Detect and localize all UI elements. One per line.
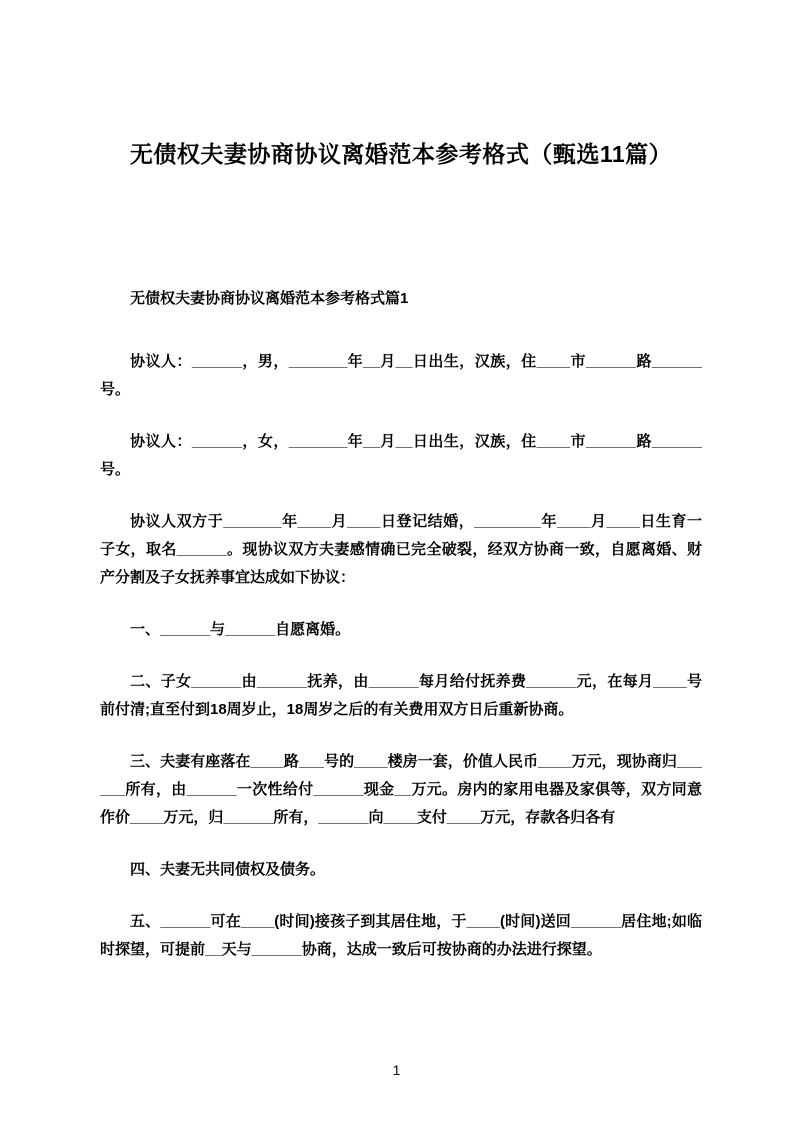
paragraph-clause-3-property: 三、夫妻有座落在____路___号的____楼房一套，价值人民币____万元，现协商归______所有，由______一次性给付______现金__万元。房内的家用电器及家俱等，双方同意作价____万元，归______所有，______向____支付____万元，存款各归各有 xyxy=(100,753,702,826)
paragraph-clause-2-custody: 二、子女______由______抚养，由______每月给付抚养费______元，在每月____号前付清;直至付到18周岁止，18周岁之后的有关费用双方日后重新协商。 xyxy=(100,673,702,718)
paragraph-clause-4-debts: 四、夫妻无共同债权及债务。 xyxy=(130,861,326,878)
paragraph-party-male: 协议人：______，男，_______年__月__日出生，汉族，住____市______路______号。 xyxy=(100,353,702,398)
document-title: 无债权夫妻协商协议离婚范本参考格式（甄选11篇） xyxy=(129,141,673,167)
paragraph-marriage-intro: 协议人双方于_______年____月____日登记结婚，________年____月____日生育一子女，取名______。现协议双方夫妻感情确已完全破裂，经双方协商一致，自愿离婚、财产分割及子女抚养事宜达成如下协议： xyxy=(100,513,702,586)
paragraph-clause-1-divorce: 一、______与______自愿离婚。 xyxy=(130,621,351,638)
paragraph-party-female: 协议人：______，女，_______年__月__日出生，汉族，住____市______路______号。 xyxy=(100,433,702,478)
document-content xyxy=(100,0,702,964)
page-footer xyxy=(0,1062,793,1078)
paragraph-clause-5-visitation: 五、______可在____(时间)接孩子到其居住地，于____(时间)送回______居住地;如临时探望，可提前__天与______协商，达成一致后可按协商的办法进行探望。 xyxy=(100,913,702,958)
section-heading: 无债权夫妻协商协议离婚范本参考格式篇1 xyxy=(130,290,409,307)
page-number: 1 xyxy=(392,1062,401,1078)
